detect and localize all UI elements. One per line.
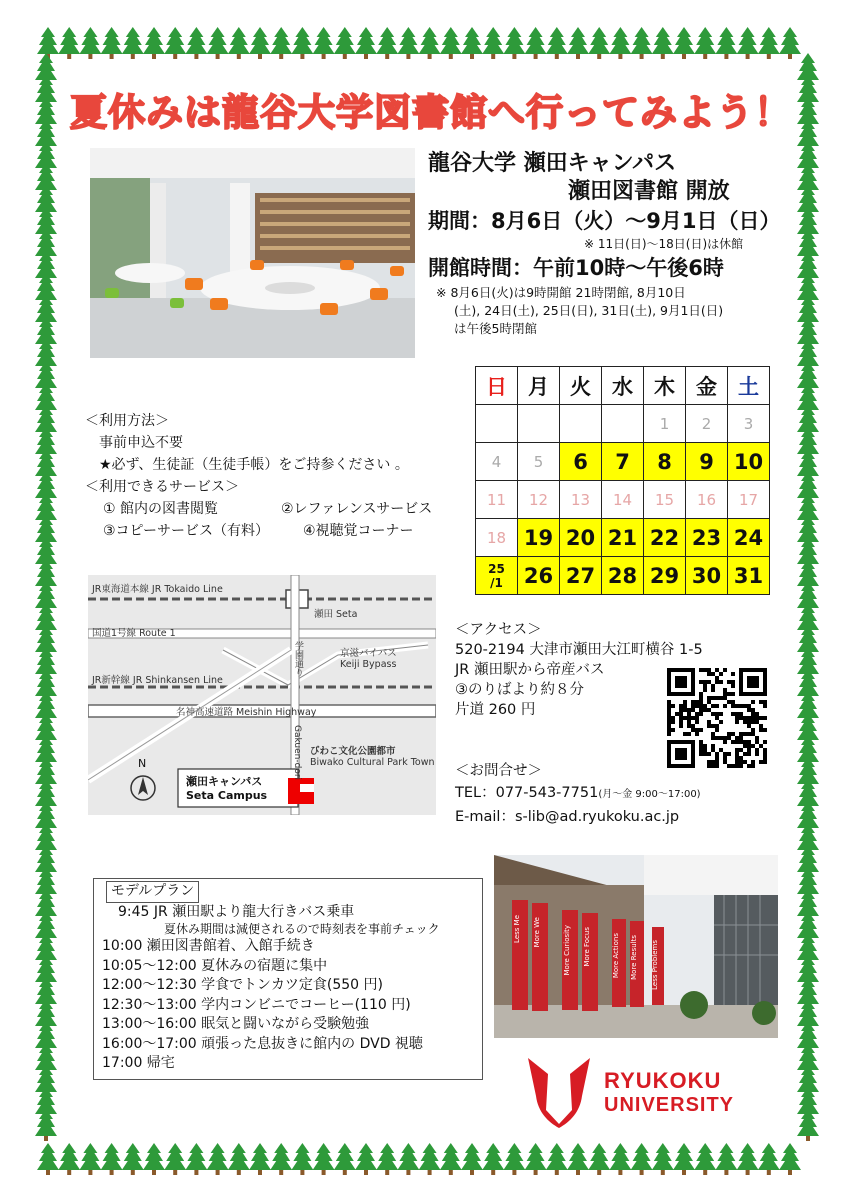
open-period: 期間：8月6日（火）～9月1日（日） [428,209,781,233]
map-keiji-label-en: Keiji Bypass [340,659,397,670]
tree-icon [609,27,631,59]
calendar-day: 20 [560,519,602,557]
calendar-day: 6 [560,443,602,481]
tree-icon [609,1143,631,1175]
tree-icon [779,1143,801,1175]
tree-icon [525,27,547,59]
tree-icon [101,27,123,59]
calendar-day: 11 [476,481,518,519]
access-address: 520-2194 大津市瀬田大江町横谷 1-5 [455,642,703,658]
contact-tel-row [455,782,701,806]
tree-icon [185,1143,207,1175]
calendar-day: 8 [644,443,686,481]
tree-icon [588,1143,610,1175]
map-route1-label: 国道1号線 Route 1 [92,628,176,639]
tree-icon [355,27,377,59]
library-open: 瀬田図書館 開放 [568,179,730,204]
tree-icon [249,27,271,59]
calendar-day: 25 /1 [476,557,518,595]
banner-text: More Focus [583,927,591,967]
tree-icon [419,27,441,59]
calendar-day: 31 [728,557,770,595]
calendar-day: 21 [602,519,644,557]
banner-text: More Actions [612,933,620,979]
map-meishin-label: 名神高速道路 Meishin Highway [176,707,317,718]
logo-line-1: RYUKOKU [604,1068,722,1093]
tree-icon [164,27,186,59]
calendar-day: 10 [728,443,770,481]
access-heading: ＜アクセス＞ [455,622,542,638]
tree-icon [546,27,568,59]
tree-icon [673,27,695,59]
tree-icon [143,27,165,59]
access-map [88,575,436,815]
tree-icon [440,1143,462,1175]
calendar-header: 火 [560,367,602,405]
contact-heading: ＜お問合せ＞ [455,763,542,779]
tree-icon [185,27,207,59]
period-note: ※ 11日(日)～18日(日)は休館 [584,237,744,251]
calendar-day: 15 [644,481,686,519]
tree-icon [228,27,250,59]
tree-icon [503,27,525,59]
plan-item-5: 12:30～13:00 学内コンビニでコーヒー(110 円) [102,996,411,1013]
tree-icon [737,27,759,59]
calendar-header: 木 [644,367,686,405]
banner-text: Less Me [513,915,521,943]
map-campus-label-en: Seta Campus [186,789,268,802]
calendar-header: 土 [728,367,770,405]
calendar-day: 26 [518,557,560,595]
tree-icon [270,27,292,59]
calendar-header: 水 [602,367,644,405]
tree-icon [249,1143,271,1175]
plan-item-1-note: 夏休み期間は減便されるので時刻表を事前チェック [164,922,440,936]
calendar-day: 9 [686,443,728,481]
tree-icon [694,27,716,59]
services-row-1 [103,498,432,520]
ryukoku-logo [524,1052,764,1132]
tree-icon [334,1143,356,1175]
map-tokaido-label: JR東海道本線 JR Tokaido Line [92,584,223,595]
calendar-day: 24 [728,519,770,557]
banner-text: More Curiosity [563,925,571,976]
usage-section [85,410,432,542]
banner-text: More We [533,917,541,948]
calendar-day: 3 [728,405,770,443]
qr-code [667,668,767,768]
tree-icon [291,27,313,59]
model-plan [93,878,483,1080]
map-north-label: N [138,757,147,770]
service-1: ① 館内の図書閲覧 [103,501,219,517]
tree-icon [482,27,504,59]
map-seta-label: 瀬田 Seta [314,609,358,620]
page-title: 夏休みは龍谷大学図書館へ行ってみよう！ [70,91,792,134]
tree-icon [79,27,101,59]
tree-icon [207,1143,229,1175]
tree-icon [461,1143,483,1175]
hours-note-3: は午後5時閉館 [454,321,537,336]
access-fare: 片道 260 円 [455,702,536,718]
tree-icon [652,27,674,59]
tree-icon [355,1143,377,1175]
contact-email: E-mail：s-lib@ad.ryukoku.ac.jp [455,809,680,825]
tree-icon [313,1143,335,1175]
tree-icon [779,27,801,59]
service-3: ③コピーサービス（有料） [103,523,269,539]
calendar-day: 22 [644,519,686,557]
tree-icon [397,1143,419,1175]
usage-line-2: ★必ず、生徒証（生徒手帳）をご持参ください 。 [99,457,409,473]
tree-icon [419,1143,441,1175]
tree-icon [525,1143,547,1175]
calendar-day: 4 [476,443,518,481]
tree-icon [588,27,610,59]
tree-icon [397,27,419,59]
calendar-day: 14 [602,481,644,519]
contact-tel: TEL：077-543-7751 [455,785,599,801]
calendar-day [476,405,518,443]
tree-icon [482,1143,504,1175]
tree-icon [461,27,483,59]
tree-icon [546,1143,568,1175]
services-heading: ＜利用できるサービス＞ [85,479,239,495]
tree-icon [122,27,144,59]
calendar-day: 17 [728,481,770,519]
map-shinkansen-label: JR新幹線 JR Shinkansen Line [92,675,223,686]
tree-icon [715,1143,737,1175]
tree-icon [58,27,80,59]
tree-icon [101,1143,123,1175]
calendar-day: 28 [602,557,644,595]
usage-heading: ＜利用方法＞ [85,413,169,429]
calendar [475,366,770,595]
tree-icon [652,1143,674,1175]
tree-icon [631,1143,653,1175]
tree-icon [376,1143,398,1175]
services-row-2 [103,520,432,542]
tree-icon [567,1143,589,1175]
banner-text: Less Problems [651,940,659,990]
calendar-day [602,405,644,443]
tree-icon [673,1143,695,1175]
campus-name: 龍谷大学 瀬田キャンパス [428,151,677,176]
tree-icon [694,1143,716,1175]
tree-icon [122,1143,144,1175]
plan-item-1: 9:45 JR 瀬田駅より龍大行きバス乗車 [118,903,355,920]
plan-item-6: 13:00～16:00 眠気と闘いながら受験勉強 [102,1016,370,1032]
calendar-day: 16 [686,481,728,519]
calendar-day: 13 [560,481,602,519]
map-gakuen-label-en: Gakuen-dori [292,725,302,781]
tree-icon [58,1143,80,1175]
map-keiji-label-jp: 京滋バイパス [340,648,397,659]
plan-item-7: 16:00～17:00 頑張った息抜きに館内の DVD 視聴 [102,1035,423,1052]
open-hours: 開館時間：午前10時～午後6時 [428,256,724,280]
tree-icon [567,27,589,59]
calendar-day: 23 [686,519,728,557]
map-gakuen-label-jp: 学園通り [293,641,303,677]
plan-item-8: 17:00 帰宅 [102,1055,175,1071]
map-campus-label-jp: 瀬田キャンパス [186,775,263,788]
tree-icon [715,27,737,59]
plan-heading: モデルプラン [106,881,199,903]
service-2: ②レファレンスサービス [281,501,433,517]
calendar-day [518,405,560,443]
service-4: ④視聴覚コーナー [303,523,414,539]
tree-icon [143,1143,165,1175]
calendar-day: 18 [476,519,518,557]
tree-icon [164,1143,186,1175]
tree-icon [291,1143,313,1175]
tree-icon [440,27,462,59]
access-section [455,620,703,720]
calendar-day: 30 [686,557,728,595]
calendar-header: 月 [518,367,560,405]
tree-icon [207,27,229,59]
tree-icon [79,1143,101,1175]
contact-tel-hours: (月～金 9:00～17:00) [598,789,701,800]
ryukoku-emblem-icon [524,1052,594,1130]
calendar-day: 12 [518,481,560,519]
hours-note-1: ※ 8月6日(火)は9時開館 21時閉館, 8月10日 [436,285,686,300]
calendar-day: 27 [560,557,602,595]
tree-icon [631,27,653,59]
plan-item-3: 10:05～12:00 夏休みの宿題に集中 [102,957,328,974]
contact-section [455,760,701,828]
calendar-day: 1 [644,405,686,443]
library-photo [90,148,415,358]
tree-icon [37,1143,59,1175]
calendar-day: 29 [644,557,686,595]
calendar-day: 19 [518,519,560,557]
plan-item-4: 12:00～12:30 学食でトンカツ定食(550 円) [102,977,383,993]
campus-photo [494,855,778,1038]
calendar-day [560,405,602,443]
tree-icon [737,1143,759,1175]
plan-item-2: 10:00 瀬田図書館着、入館手続き [102,938,315,954]
calendar-day: 7 [602,443,644,481]
tree-icon [503,1143,525,1175]
tree-icon [37,27,59,59]
tree-icon [228,1143,250,1175]
tree-icon [376,27,398,59]
logo-line-2: UNIVERSITY [604,1094,735,1116]
tree-icon [758,1143,780,1175]
calendar-day: 2 [686,405,728,443]
map-biwako-label-jp: びわこ文化公園都市 [310,746,396,757]
tree-icon [334,27,356,59]
info-block [428,150,828,338]
tree-icon [270,1143,292,1175]
calendar-header: 日 [476,367,518,405]
hours-note-2: (土), 24日(土), 25日(日), 31日(土), 9月1日(日) [454,303,724,318]
calendar-header: 金 [686,367,728,405]
banner-text: More Results [630,935,638,980]
map-biwako-label-en: Biwako Cultural Park Town [310,757,435,768]
access-bus: JR 瀬田駅から帝産バス [455,662,605,678]
usage-line-1: 事前申込不要 [99,435,183,451]
tree-icon [313,27,335,59]
tree-icon [758,27,780,59]
calendar-day: 5 [518,443,560,481]
access-stop: ③のりばより約８分 [455,682,584,698]
